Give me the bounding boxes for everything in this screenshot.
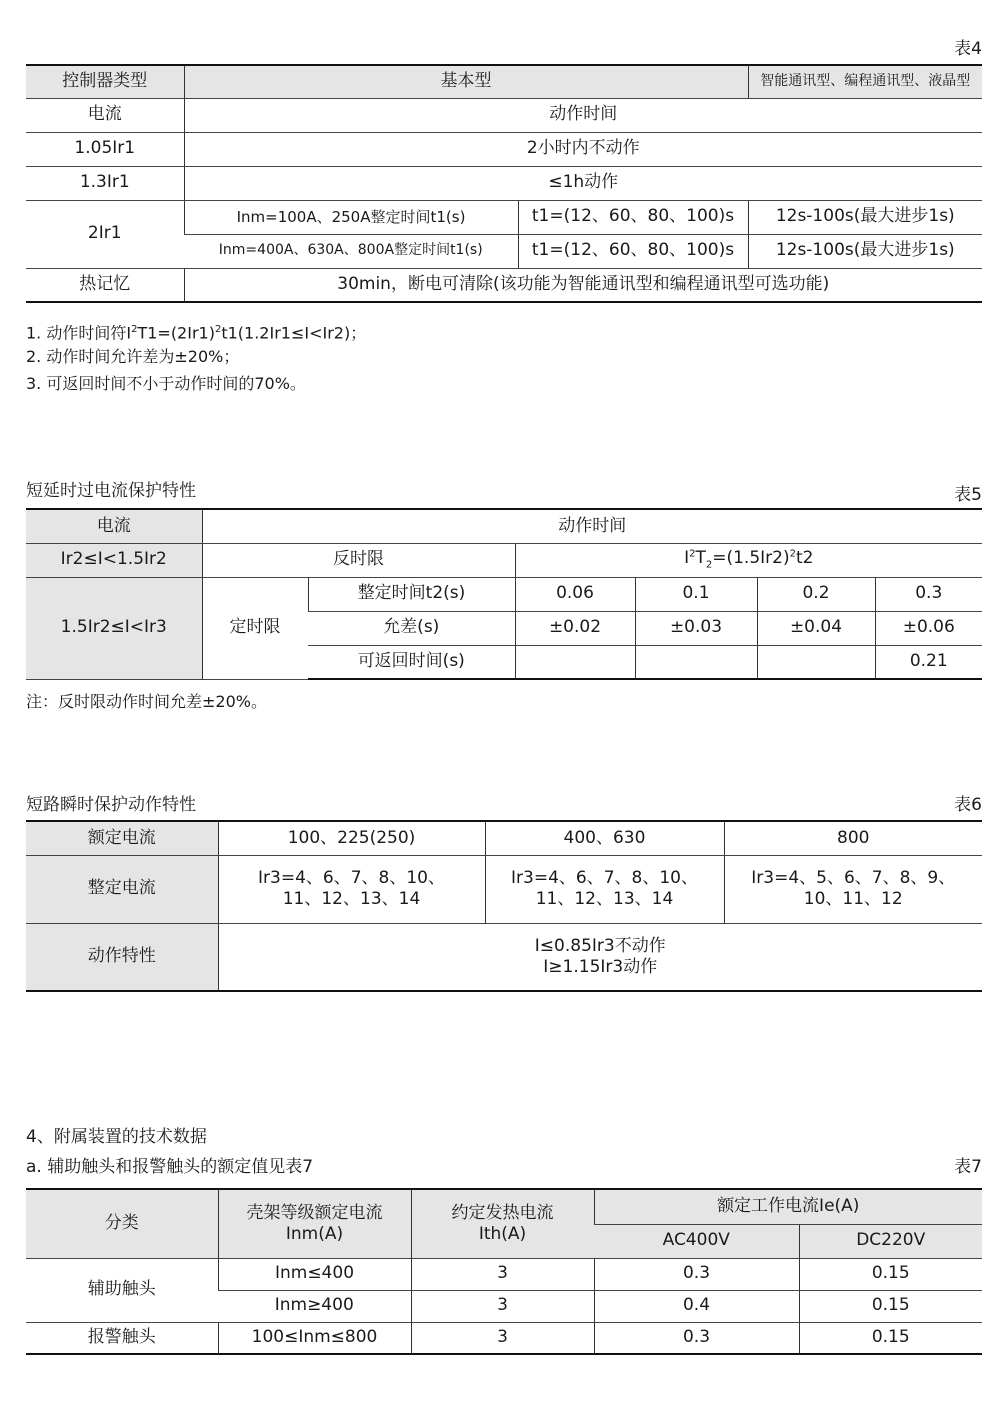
table7-header-row — [26, 1189, 982, 1224]
action-time-header: 动作时间 — [184, 98, 982, 132]
setting-range-cell: 12s-100s(最大进步1s) — [748, 234, 982, 268]
ac-header: AC400V — [594, 1224, 799, 1258]
dc-current-cell: 0.15 — [799, 1322, 982, 1354]
table5-label: 表5 — [954, 485, 982, 505]
table-row — [26, 577, 982, 611]
frame-current-header: 壳架等级额定电流 Inm(A) — [218, 1189, 411, 1258]
ac-current-cell: 0.3 — [594, 1322, 799, 1354]
table-row — [26, 1322, 982, 1354]
action-characteristic-header: 动作特性 — [26, 923, 218, 991]
table4-note-3: 3. 可返回时间不小于动作时间的70%。 — [26, 374, 306, 393]
table5 — [26, 508, 982, 680]
table-row — [26, 200, 982, 234]
operating-current-header: 额定工作电流Ie(A) — [594, 1189, 982, 1224]
tolerance-value-cell: ±0.06 — [875, 611, 982, 645]
table-row — [26, 1258, 982, 1290]
table5-title: 短延时过电流保护特性 — [26, 481, 196, 501]
current-cell: 1.3Ir1 — [26, 166, 184, 200]
table4-label: 表4 — [954, 39, 982, 59]
current-range-cell: 1.5Ir2≤I<Ir3 — [26, 577, 202, 679]
ac-current-cell: 0.3 — [594, 1258, 799, 1290]
frame-current-cell: Inm≥400 — [218, 1290, 411, 1322]
table-row — [26, 132, 982, 166]
table4 — [26, 64, 982, 303]
table-row — [26, 543, 982, 577]
setting-value-cell: t1=(12、60、80、100)s — [518, 234, 748, 268]
setting-value-cell: t1=(12、60、80、100)s — [518, 200, 748, 234]
return-time-value-cell — [515, 645, 635, 679]
alarm-contact-cell: 报警触头 — [26, 1322, 218, 1354]
rated-current-header: 额定电流 — [26, 821, 218, 855]
return-time-value-cell — [635, 645, 757, 679]
action-time-cell: 2小时内不动作 — [184, 132, 982, 166]
definite-time-cell: 定时限 — [202, 577, 308, 679]
table4-header-row — [26, 65, 982, 98]
dc-current-cell: 0.15 — [799, 1258, 982, 1290]
table-row — [26, 821, 982, 855]
set-value-cell: 0.3 — [875, 577, 982, 611]
set-value-cell: 0.1 — [635, 577, 757, 611]
table4-note-1: 1. 动作时间符$I^2T1=(2Ir1)^2t1(1.2Ir1\le I<Ir2)$； — [26, 323, 367, 343]
setting-current-header: 整定电流 — [26, 855, 218, 923]
rated-current-cell: 100、225(250) — [218, 821, 485, 855]
table6 — [26, 820, 982, 992]
setting-range-cell: 12s-100s(最大进步1s) — [748, 200, 982, 234]
thermal-current-cell: 3 — [411, 1322, 594, 1354]
table-row — [26, 166, 982, 200]
table7-label: 表7 — [954, 1157, 982, 1177]
table7 — [26, 1188, 982, 1355]
thermal-current-cell: 3 — [411, 1258, 594, 1290]
current-header: 电流 — [26, 98, 184, 132]
basic-type-header: 基本型 — [184, 65, 748, 98]
table4-note-2: 2. 动作时间允许差为±20%； — [26, 347, 240, 366]
smart-type-header: 智能通讯型、编程通讯型、液晶型 — [748, 65, 982, 98]
setting-condition-cell: Inm=400A、630A、800A整定时间t1(s) — [184, 234, 518, 268]
action-characteristic-cell: I≤0.85Ir3不动作 I≥1.15Ir3动作 — [218, 923, 982, 991]
inverse-time-cell: 反时限 — [202, 543, 515, 577]
current-range-cell: Ir2≤I<1.5Ir2 — [26, 543, 202, 577]
frame-current-cell: 100≤Inm≤800 — [218, 1322, 411, 1354]
current-cell: 1.05Ir1 — [26, 132, 184, 166]
table7-title: a. 辅助触头和报警触头的额定值见表7 — [26, 1157, 314, 1177]
dc-current-cell: 0.15 — [799, 1290, 982, 1322]
set-value-cell: 0.2 — [757, 577, 875, 611]
thermal-current-header: 约定发热电流 Ith(A) — [411, 1189, 594, 1258]
action-time-header: 动作时间 — [202, 509, 982, 543]
tolerance-value-cell: ±0.02 — [515, 611, 635, 645]
table5-note: 注：反时限动作时间允差±20%。 — [26, 692, 267, 711]
dc-header: DC220V — [799, 1224, 982, 1258]
frame-current-cell: Inm≤400 — [218, 1258, 411, 1290]
set-time-label: 整定时间t2(s) — [308, 577, 515, 611]
ac-current-cell: 0.4 — [594, 1290, 799, 1322]
table-row — [26, 98, 982, 132]
return-time-label: 可返回时间(s) — [308, 645, 515, 679]
thermal-memory-value: 30min，断电可清除(该功能为智能通讯型和编程通讯型可选功能) — [184, 268, 982, 302]
table6-title: 短路瞬时保护动作特性 — [26, 795, 196, 815]
setting-condition-cell: Inm=100A、250A整定时间t1(s) — [184, 200, 518, 234]
table-row — [26, 268, 982, 302]
rated-current-cell: 400、630 — [485, 821, 724, 855]
auxiliary-contact-cell: 辅助触头 — [26, 1258, 218, 1322]
controller-type-header: 控制器类型 — [26, 65, 184, 98]
setting-current-cell: Ir3=4、6、7、8、10、 11、12、13、14 — [485, 855, 724, 923]
return-time-value-cell: 0.21 — [875, 645, 982, 679]
thermal-current-cell: 3 — [411, 1290, 594, 1322]
tolerance-value-cell: ±0.03 — [635, 611, 757, 645]
current-cell: 2Ir1 — [26, 200, 184, 268]
inverse-time-formula: $I^2T_2=(1.5Ir2)^2t2$ — [515, 543, 982, 577]
setting-current-cell: Ir3=4、5、6、7、8、9、 10、11、12 — [724, 855, 982, 923]
return-time-value-cell — [757, 645, 875, 679]
class-header: 分类 — [26, 1189, 218, 1258]
set-value-cell: 0.06 — [515, 577, 635, 611]
table-row — [26, 855, 982, 923]
action-time-cell: ≤1h动作 — [184, 166, 982, 200]
table6-label: 表6 — [954, 795, 982, 815]
section-heading: 4、附属装置的技术数据 — [26, 1127, 207, 1147]
tolerance-value-cell: ±0.04 — [757, 611, 875, 645]
thermal-memory-cell: 热记忆 — [26, 268, 184, 302]
table-row — [26, 923, 982, 991]
setting-current-cell: Ir3=4、6、7、8、10、 11、12、13、14 — [218, 855, 485, 923]
current-header: 电流 — [26, 509, 202, 543]
tolerance-label: 允差(s) — [308, 611, 515, 645]
table5-header-row — [26, 509, 982, 543]
rated-current-cell: 800 — [724, 821, 982, 855]
